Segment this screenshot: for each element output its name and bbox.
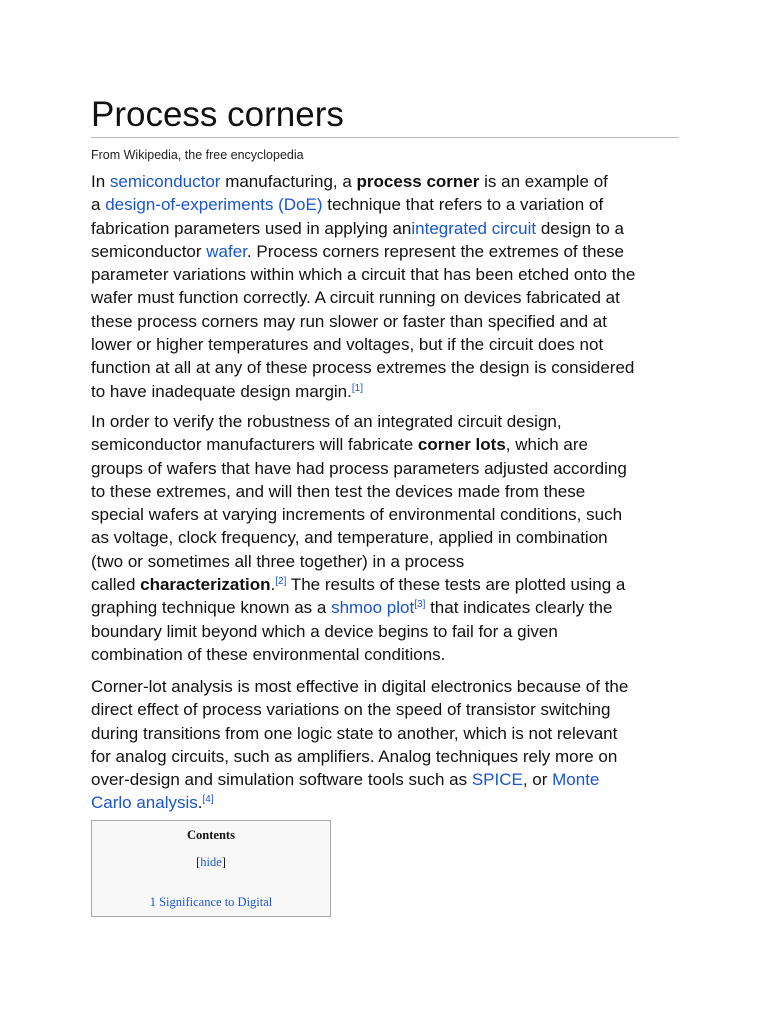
toc-item-significance[interactable]: 1 Significance to Digital	[149, 895, 273, 909]
text-line: function at all at any of these process extremes the design is considered	[91, 358, 635, 378]
link-integrated-circuit[interactable]: integrated circuit	[411, 218, 537, 238]
term-process-corner: process corner	[356, 172, 480, 191]
citation-4[interactable]: [4]	[202, 794, 214, 806]
link-spice[interactable]: SPICE	[471, 770, 523, 790]
text-line: these process corners may run slower or faster than specified and at	[91, 311, 607, 331]
text-line: to these extremes, and will then test the devices made from these	[91, 481, 586, 501]
text-line: boundary limit beyond which a device begins to fail for a given	[91, 621, 558, 641]
text-line: direct effect of process variations on the speed of transistor switching	[91, 700, 611, 720]
toc-hide-toggle: [hide]	[196, 855, 226, 869]
paragraph-corner-lots	[91, 410, 691, 666]
link-design-of-experiments[interactable]: design-of-experiments (DoE)	[105, 195, 323, 215]
table-of-contents	[91, 820, 331, 917]
text-line: combination of these environmental conditions.	[91, 644, 446, 664]
text-line: semiconductor manufacturers will fabricate corner lots, which are	[91, 435, 588, 455]
link-semiconductor[interactable]: semiconductor	[109, 172, 221, 191]
citation-1[interactable]: [1]	[351, 382, 363, 394]
toc-hide-link[interactable]: hide	[200, 855, 222, 869]
text-line: wafer must function correctly. A circuit running on devices fabricated at	[91, 288, 620, 308]
paragraph-corner-lot-analysis	[91, 675, 691, 815]
text-line: over-design and simulation software tools such as SPICE, or Monte	[91, 770, 600, 790]
text-line: during transitions from one logic state to another, which is not relevant	[91, 723, 618, 743]
citation-2[interactable]: [2]	[275, 576, 287, 588]
text-line: lower or higher temperatures and voltages, but if the circuit does not	[91, 335, 604, 355]
text-line: as voltage, clock frequency, and temperature, applied in combination	[91, 528, 608, 548]
text-line: graphing technique known as a shmoo plot[3] that indicates clearly the	[91, 598, 613, 618]
citation-3[interactable]: [3]	[414, 599, 426, 611]
paragraph-intro	[91, 170, 691, 403]
link-shmoo-plot[interactable]: shmoo plot	[331, 598, 415, 618]
text-line: for analog circuits, such as amplifiers. Analog techniques rely more on	[91, 746, 618, 766]
text-line: (two or sometimes all three together) in a process	[91, 551, 465, 571]
text-line: parameter variations within which a circuit that has been etched onto the	[91, 265, 636, 285]
term-corner-lots: corner lots	[417, 435, 506, 455]
title-divider	[91, 137, 679, 138]
site-tagline: From Wikipedia, the free encyclopedia	[91, 148, 304, 162]
page-title: Process corners	[91, 95, 344, 134]
link-wafer[interactable]: wafer	[206, 241, 247, 261]
link-monte-carlo-analysis[interactable]: Monte	[552, 770, 600, 790]
text-line: to have inadequate design margin.[1]	[91, 381, 363, 401]
text-line: special wafers at varying increments of environmental conditions, such	[91, 505, 623, 525]
text-line: a design-of-experiments (DoE) technique that refers to a variation of	[91, 195, 604, 215]
term-characterization: characterization	[140, 575, 271, 595]
text-line: groups of wafers that have had process parameters adjusted according	[91, 458, 627, 478]
text-line: In semiconductor manufacturing, a process corner is an example of	[91, 172, 608, 191]
toc-title: Contents	[187, 828, 235, 842]
text-line: Carlo analysis.[4]	[91, 793, 214, 813]
text-line: Corner-lot analysis is most effective in digital electronics because of the	[91, 677, 629, 696]
text-line: semiconductor wafer. Process corners represent the extremes of these	[91, 241, 624, 261]
text-line: called characterization.[2] The results of these tests are plotted using a	[91, 575, 626, 595]
text-line: fabrication parameters used in applying anintegrated circuit design to a	[91, 218, 625, 238]
text-line: In order to verify the robustness of an integrated circuit design,	[91, 412, 562, 431]
link-monte-carlo-analysis[interactable]: Carlo analysis	[91, 793, 198, 813]
